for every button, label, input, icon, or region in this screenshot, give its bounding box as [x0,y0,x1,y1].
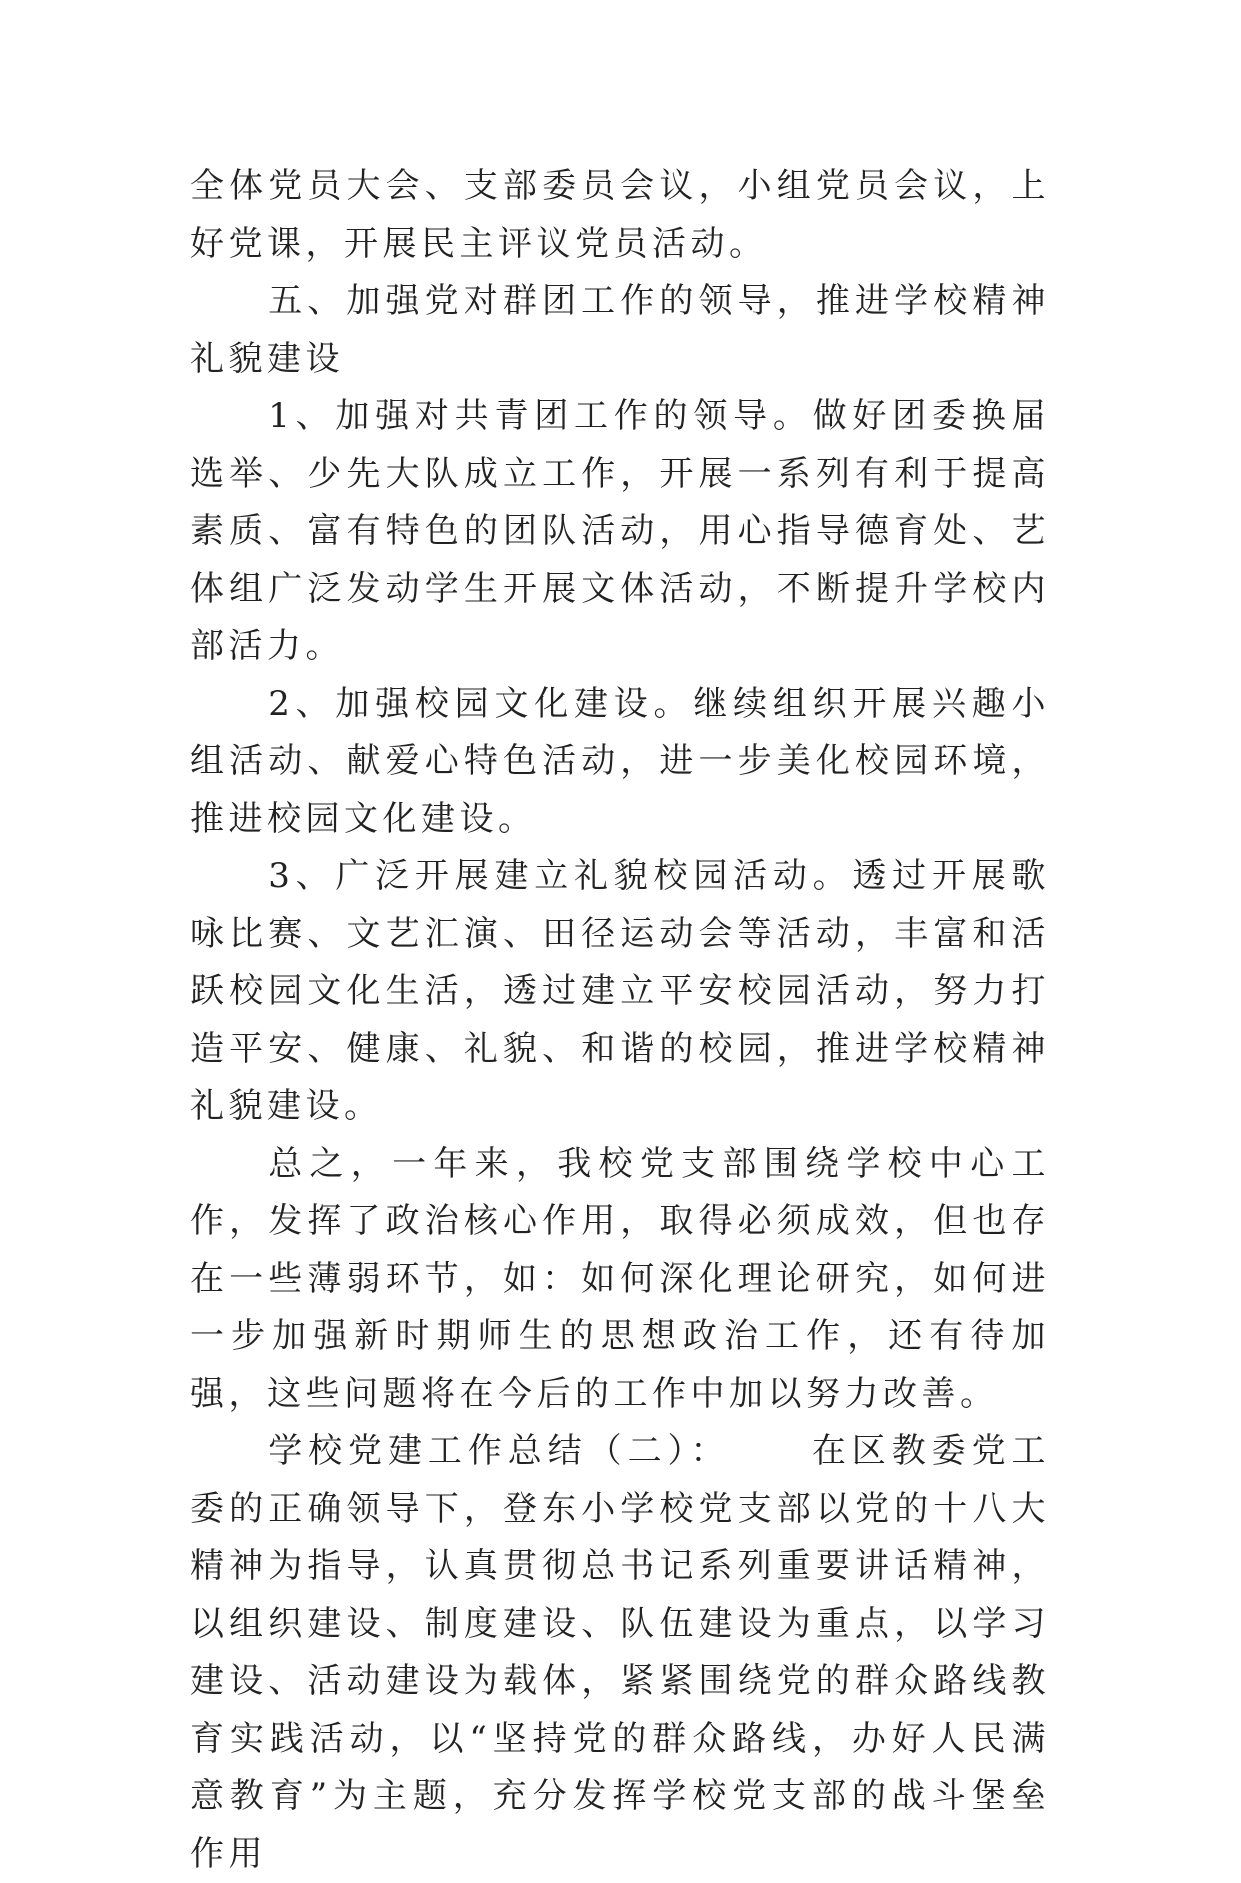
document-body [190,158,1050,1883]
paragraph-youth-league: 1、加强对共青团工作的领导。做好团委换届选举、少先大队成立工作，开展一系列有利于提高素质、富有特色的团队活动，用心指导德育处、艺体组广泛发动学生开展文体活动，不断提升学校内部活力。 [190,396,1050,666]
paragraph-summary: 总之，一年来，我校党支部围绕学校中心工作，发挥了政治核心作用，取得必须成效，但也存在一些薄弱环节，如：如何深化理论研究，如何进一步加强新时期师生的思想政治工作，还有待加强，这些问题将在今后的工作中加以努力改善。 [190,1143,1050,1414]
section-heading-five: 五、加强党对群团工作的领导，推进学校精神礼貌建设 [190,281,1050,379]
section-two-heading: 学校党建工作总结（二）： [268,1431,731,1471]
section-two-body: 在区教委党工委的正确领导下，登东小学校党支部以党的十八大精神为指导，认真贯彻总书记系列重要讲话精神，以组织建设、制度建设、队伍建设为重点，以学习建设、活动建设为载体，紧紧围绕党的群众路线教育实践活动，以“坚持党的群众路线，办好人民满意教育”为主题，充分发挥学校党支部的战斗堡垒作用 [190,1431,1051,1874]
paragraph-campus-culture: 2、加强校园文化建设。继续组织开展兴趣小组活动、献爱心特色活动，进一步美化校园环境，推进校园文化建设。 [190,683,1050,839]
paragraph-section-two [190,1423,1050,1883]
paragraph-courteous-campus: 3、广泛开展建立礼貌校园活动。透过开展歌咏比赛、文艺汇演、田径运动会等活动，丰富和活跃校园文化生活，透过建立平安校园活动，努力打造平安、健康、礼貌、和谐的校园，推进学校精神礼貌建设。 [190,856,1050,1126]
paragraph-party-meetings: 全体党员大会、支部委员会议，小组党员会议，上好党课，开展民主评议党员活动。 [190,166,1050,264]
